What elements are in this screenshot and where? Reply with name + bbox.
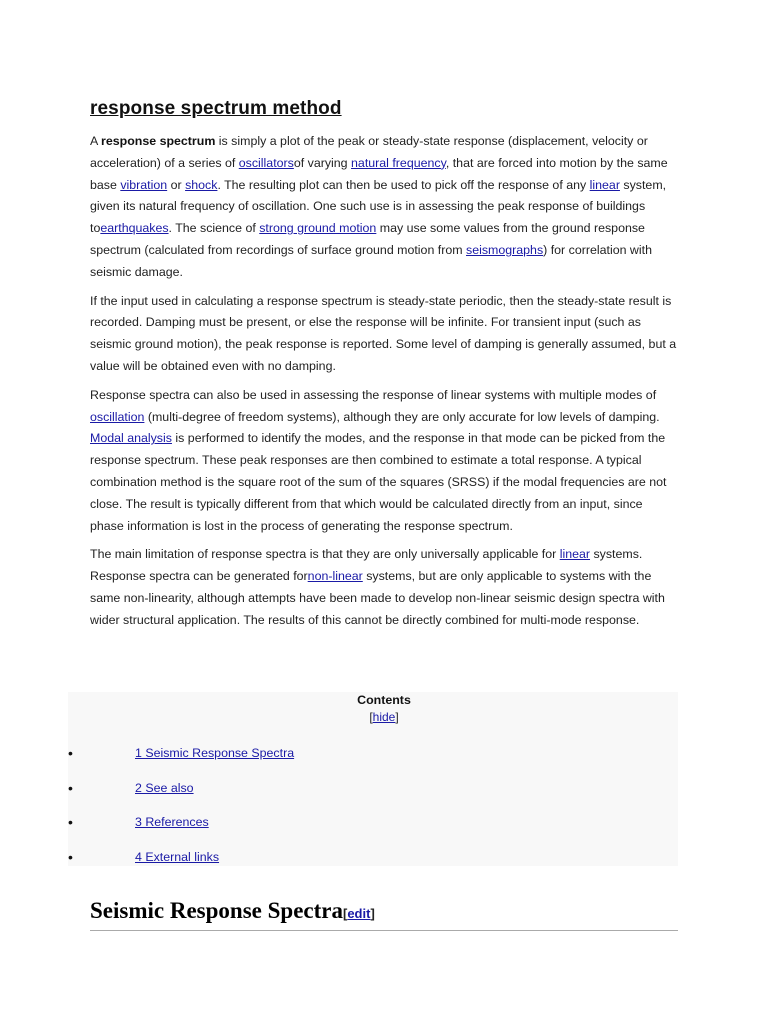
article-body [90,98,678,639]
link-strong-ground-motion[interactable]: strong ground motion [259,221,377,236]
link-linear[interactable]: linear [589,177,620,192]
bullet-icon: • [68,745,73,761]
text-run: (multi-degree of freedom systems), although they are only accurate for low levels of damping. [144,409,660,424]
bullet-icon: • [68,780,73,796]
table-of-contents [68,692,678,866]
bracket: ] [370,906,375,922]
bracket: [ [342,906,348,922]
text-run: , that are forced into motion by the same base [90,155,668,192]
text-run: . The science of [168,221,260,236]
paragraph-intro [90,131,678,284]
text-run: The main limitation of response spectra is that they are only universally applicable for [90,547,560,562]
page-title: response spectrum method [90,98,342,119]
toc-link-external-links[interactable]: 4 External links [135,850,220,864]
toc-title: Contents [357,693,411,707]
toc-link-references[interactable]: 3 References [135,815,209,829]
link-non-linear[interactable]: non-linear [307,569,363,584]
link-shock[interactable]: shock [185,177,218,192]
bullet-icon: • [68,849,73,865]
text-run: A [90,134,102,148]
link-vibration[interactable]: vibration [120,177,168,192]
edit-section [343,906,375,921]
link-oscillators[interactable]: oscillators [238,155,294,170]
text-run: ) for correlation with seismic damage. [90,242,652,279]
text-run: systems, but are only applicable to systems with the same non-linearity, although attempts have been made to develop non-linear seismic design spectra with wider structural application. The results of this cannot be directly combined for multi-mode response. [90,569,665,627]
section-heading [90,897,678,931]
text-run: of varying [293,155,352,170]
text-run: Response spectra can also be used in assessing the response of linear systems with multiple modes of [90,387,657,402]
paragraph-damping: If the input used in calculating a response spectrum is steady-state periodic, then the steady-state result is recorded. Damping must be present, or else the response will be infinite. For transient input (such as seismic ground motion), the peak response is reported. Some level of damping is generally assumed, but a value will be obtained even with no damping. [90,293,677,373]
bullet-icon: • [68,814,73,830]
toc-header [90,692,678,726]
link-earthquakes[interactable]: earthquakes [100,221,169,236]
bracket: [ [369,710,373,724]
toc-link-seismic-response-spectra[interactable]: 1 Seismic Response Spectra [135,746,295,760]
link-natural-frequency[interactable]: natural frequency [351,155,446,170]
toc-link-see-also[interactable]: 2 See also [135,781,194,795]
toc-hide-link[interactable]: hide [372,710,396,724]
paragraph-modal [90,385,678,538]
text-run: is simply a plot of the peak or steady-state response (displacement, velocity or acceleration) of a series of [90,134,648,170]
link-oscillation[interactable]: oscillation [90,409,145,424]
link-modal-analysis[interactable]: Modal analysis [90,431,172,446]
bracket: ] [395,710,399,724]
edit-link[interactable]: edit [347,906,371,922]
paragraph-limitation [90,544,678,631]
text-run: is performed to identify the modes, and the response in that mode can be picked from the response spectrum. These peak responses are then combined to estimate a total response. A typical combination method is the square root of the sum of the squares (SRSS) if the modal frequencies are not close. The result is typically different from that which would be calculated directly from an input, since phase information is lost in the process of generating the response spectrum. [90,431,667,533]
text-run: systems. Response spectra can be generated for [90,547,643,584]
link-seismographs[interactable]: seismographs [466,242,544,257]
section-heading-text: Seismic Response Spectra [90,898,343,924]
toc-toggle [90,709,678,726]
bold-term: response spectrum [101,134,216,148]
text-run: . The resulting plot can then be used to pick off the response of any [217,177,590,192]
text-run: may use some values from the ground response spectrum (calculated from recordings of surface ground motion from [90,221,645,257]
link-linear-2[interactable]: linear [559,547,591,562]
text-run: or [167,177,186,192]
text-run: system, given its natural frequency of oscillation. One such use is in assessing the peak response of buildings to [90,177,667,236]
